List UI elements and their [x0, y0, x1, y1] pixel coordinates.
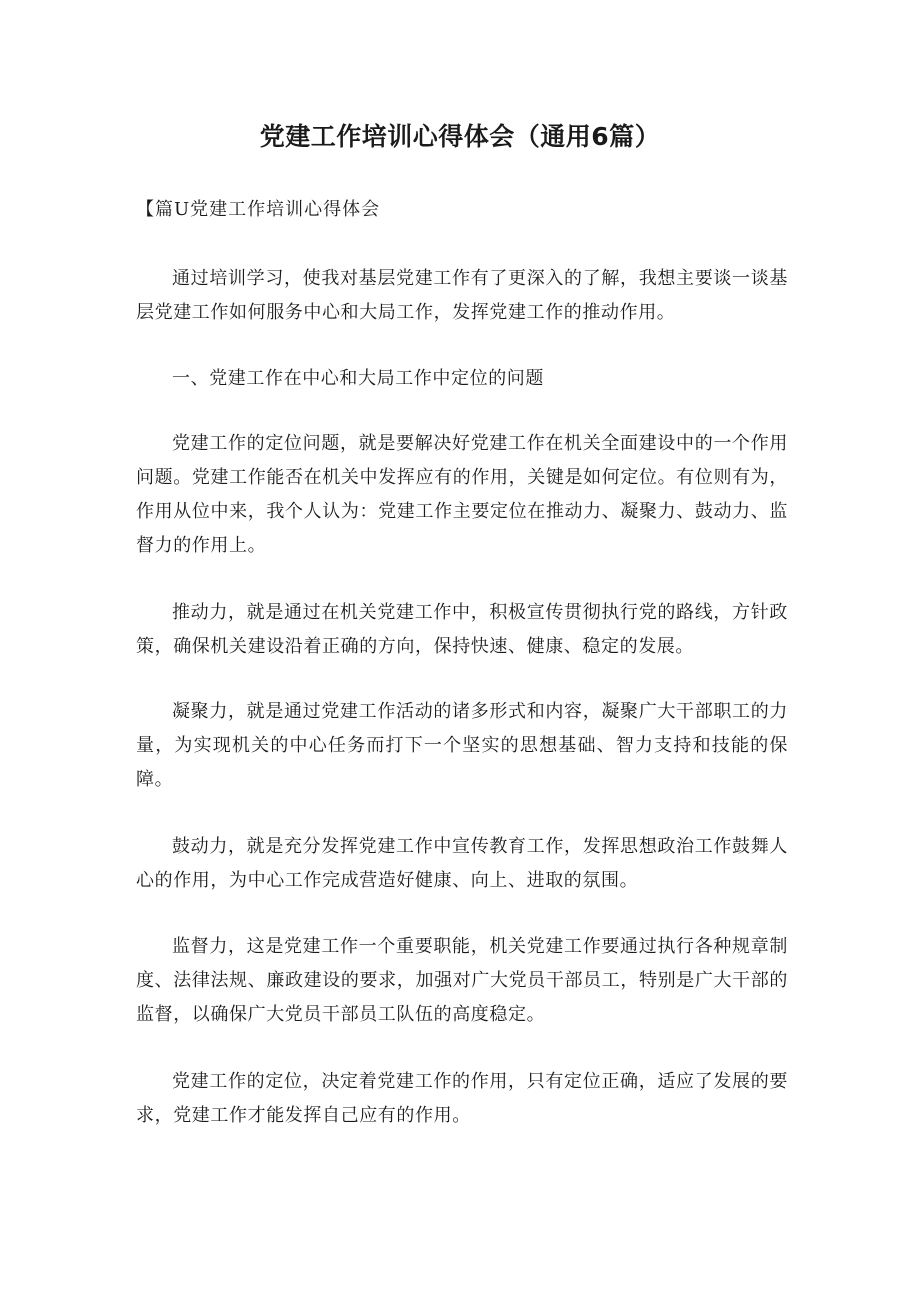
section-heading: 一、党建工作在中心和大局工作中定位的问题: [172, 368, 544, 389]
paragraph-inspire: 鼓动力，就是充分发挥党建工作中宣传教育工作，发挥思想政治工作鼓舞人心的作用，为中心工作完成营造好健康、向上、进取的氛围。: [136, 836, 788, 891]
paragraph-conclusion: 党建工作的定位，决定着党建工作的作用，只有定位正确，适应了发展的要求，党建工作才能发挥自己应有的作用。: [136, 1071, 788, 1126]
paragraph-drive: 推动力，就是通过在机关党建工作中，积极宣传贯彻执行党的路线，方针政策，确保机关建设沿着正确的方向，保持快速、健康、稳定的发展。: [136, 602, 788, 657]
paragraph-positioning: 党建工作的定位问题，就是要解决好党建工作在机关全面建设中的一个作用问题。党建工作能否在机关中发挥应有的作用，关键是如何定位。有位则有为，作用从位中来，我个人认为：党建工作主要定位在推动力、凝聚力、鼓动力、监督力的作用上。: [136, 433, 788, 556]
document-title: 党建工作培训心得体会（通用6篇）: [259, 122, 661, 151]
paragraph-supervise: 监督力，这是党建工作一个重要职能，机关党建工作要通过执行各种规章制度、法律法规、廉政建设的要求，加强对广大党员干部员工，特别是广大干部的监督，以确保广大党员干部员工队伍的高度稳定。: [136, 936, 788, 1025]
paragraph-cohesion: 凝聚力，就是通过党建工作活动的诸多形式和内容，凝聚广大干部职工的力量，为实现机关的中心任务而打下一个坚实的思想基础、智力支持和技能的保障。: [136, 701, 788, 790]
paragraph-intro: 通过培训学习，使我对基层党建工作有了更深入的了解，我想主要谈一谈基层党建工作如何服务中心和大局工作，发挥党建工作的推动作用。: [136, 268, 788, 323]
section-label: 【篇U党建工作培训心得体会: [136, 199, 381, 220]
